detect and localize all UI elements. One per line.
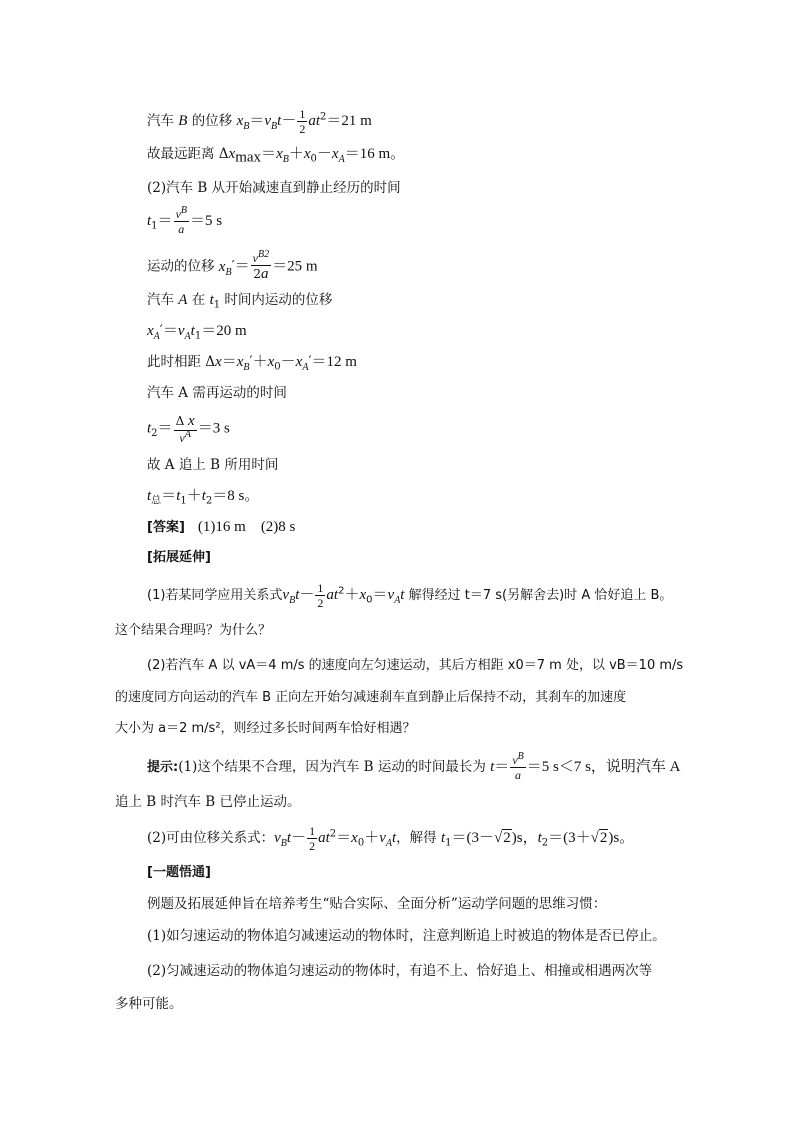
line-further-time: 汽车 A 需再运动的时间 (147, 385, 287, 401)
summary-point2: (2)匀减速运动的物体追匀速运动的物体时，有追不上、恰好追上、相撞或相遇两次等 (147, 963, 653, 979)
extension-q1: (1)若某同学应用关系式$v_Bt-$ $\frac{1}{2}$ $at^2+x_0=v_At$ 解得经过 t＝7 s(另解舍去)时 A 恰好追上 B。 (147, 581, 673, 610)
answer-text: (1)16 m (2)8 s (197, 519, 296, 535)
summary-title: [一题悟通] (147, 865, 211, 880)
answer-label: [答案] (147, 520, 185, 535)
extension-title: [拓展延伸] (147, 550, 211, 565)
line-displacement-b: 汽车 B 的位移 $x_B=v_Bt-$ $\frac{1}{2}$ $at^2=21$ m (147, 107, 372, 136)
summary-point2-cont: 多种可能。 (115, 996, 183, 1012)
extension-q1-question: 这个结果合理吗？为什么？ (115, 623, 272, 638)
extension-q2-line1: (2)若汽车 A 以 vA＝4 m/s 的速度向左匀速运动，其后方相距 x0＝7 m 处，以 vB＝10 m/s (147, 658, 684, 673)
extension-q2-line2: 的速度同方向运动的汽车 B 正向左开始匀减速刹车直到静止后保持不动，其刹车的加速度 (115, 690, 627, 705)
line-total-time: $t_总=t_1+t_2=8$ s。 (147, 488, 260, 507)
line-part2-intro: (2)汽车 B 从开始减速直到静止经历的时间 (147, 180, 401, 196)
hint-line1: 提示:(1)这个结果不合理，因为汽车 B 运动的时间最长为 t＝ $\frac{v^B}{a}$ ＝5 s＜7 s，说明汽车 A (147, 751, 681, 782)
line-t1: $t_1=$ $\frac{v^B}{a}$ ＝5 s (147, 205, 223, 236)
answer-line (147, 517, 295, 538)
line-t2: $t_2=$ $\frac{\text{Δ x}}{v^A}$ ＝3 s (147, 413, 230, 445)
extension-q2-line3: 大小为 a＝2 m/s²，则经过多长时间两车恰好相遇？ (115, 721, 416, 736)
line-distance-now: 此时相距 $\Delta x=x_B'+x_0-x_A'=12$ m (147, 354, 357, 373)
hint-line2: 追上 B 时汽车 B 已停止运动。 (115, 794, 301, 810)
summary-intro: 例题及拓展延伸旨在培养考生“贴合实际、全面分析”运动学问题的思维习惯： (147, 896, 607, 912)
line-catch-time: 故 A 追上 B 所用时间 (147, 457, 279, 473)
line-max-distance: 故最远距离 $\Delta x_{max}=x_B+x_0-x_A=16$ m。 (147, 146, 406, 166)
line-displacement-b-prime: 运动的位移 $x_B'=$ $\frac{v^{B2}}{2a}$ ＝25 m (147, 249, 318, 282)
hint-line3: (2)可由位移关系式：$v_Bt-$ $\frac{1}{2}$ $at^2=x_0+v_At$，解得 $t_1=(3-√2)s$，$t_2=(3+√2)s$。 (147, 824, 635, 853)
line-car-a-displacement: 汽车 A 在 $t_1$ 时间内运动的位移 (147, 292, 333, 311)
hint-label: 提示: (147, 760, 179, 775)
summary-point1: (1)如匀速运动的物体追匀减速运动的物体时，注意判断追上时被追的物体是否已停止。 (147, 928, 666, 944)
line-xa-prime: $x_A'=v_At_1=20$ m (147, 323, 247, 342)
